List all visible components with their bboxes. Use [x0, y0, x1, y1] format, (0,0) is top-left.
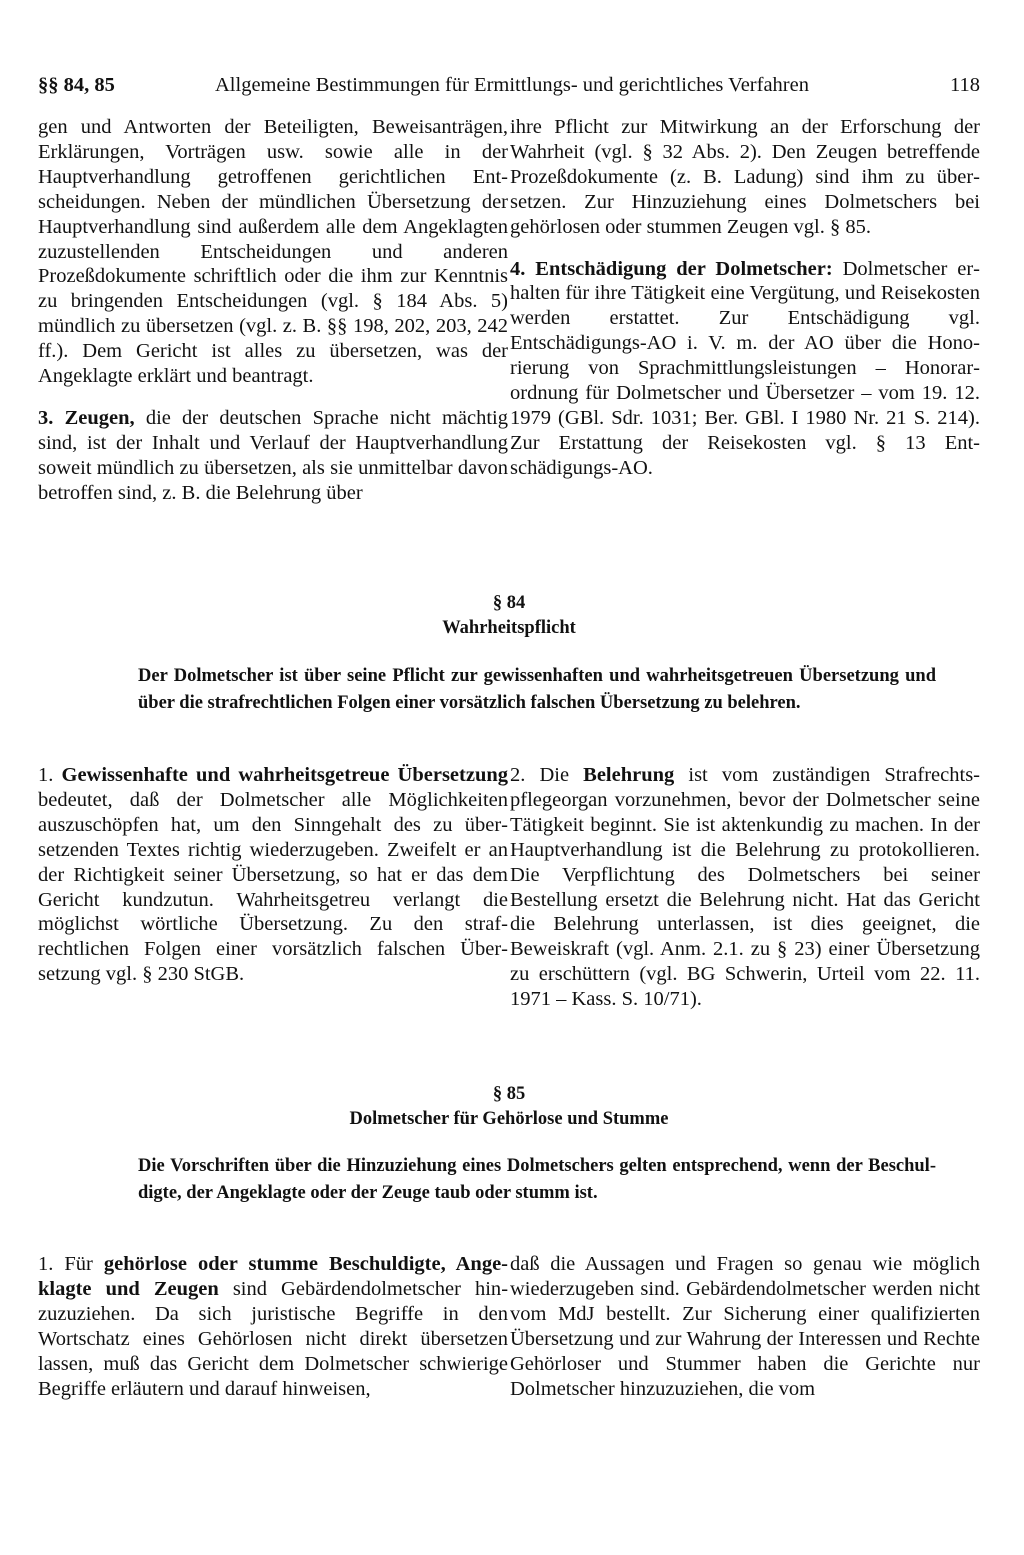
note-3-heading: Zeugen, — [64, 406, 135, 429]
header-title: Allgemeine Bestimmungen für Ermittlungs- und gerichtliches Verfahren — [215, 74, 809, 96]
s84-note-2 — [510, 763, 980, 1012]
section-84-title: Wahrheitspflicht — [442, 618, 576, 638]
section-84-right-column — [510, 763, 980, 1012]
section-85-commentary — [38, 1252, 980, 1401]
section-85-number: § 85 — [492, 1084, 526, 1104]
s85-note-1 — [38, 1252, 508, 1401]
note-4-text: Dolmetscher erhalten für ihre Tätigkeit eine Vergütung, und Reisekosten werden erstattet. Zur Entschädigung vgl. Entschädigungs-AO i. V. m. der AO über die Honorierung von Sprachmittlungsleistungen – Honorarordnung für Dolmetscher und Übersetzer – vom 19. 12. 1979 (GBl. Sdr. 1031; Ber. GBl. I 1980 Nr. 21 S. 214). Zur Erstattung der Reisekosten vgl. § 13 Entschädigungs-AO. — [510, 257, 980, 479]
section-84-left-column — [38, 763, 508, 1012]
note-4-number: 4. — [510, 257, 526, 280]
s85-note-1-text: sind Gebärdendolmetscher hinzuzuziehen. Da sich juristische Begriffe in den Wortschatz eines Gehörlosen nicht direkt übersetzen lassen, muß das Gericht dem Dolmetscher schwierige Begriffe erläutern und darauf hinweisen, — [38, 1277, 509, 1400]
s84-note-1-heading: Gewissenhafte und wahrheitsgetreue Übersetzung — [61, 764, 508, 786]
intro-columns — [38, 115, 980, 506]
running-header — [38, 68, 980, 102]
note-3-text: die der deutschen Sprache nicht mächtig sind, ist der Inhalt und Verlauf der Hauptverhandlung soweit mündlich zu übersetzen, als sie unmittelbar davon betroffen sind, z. B. die Belehrung über — [38, 406, 508, 504]
s84-note-2-heading: Belehrung — [583, 764, 675, 786]
s84-note-1-text: bedeutet, daß der Dolmetscher alle Möglichkeiten auszuschöpfen hat, um den Sinngehalt des zu übersetzenden Textes richtig wiederzugeben. Zweifelt er an der Richtigkeit seiner Übersetzung, so hat er das dem Gericht kundzutun. Wahrheitsgetreu verlangt die möglichst wörtliche Übersetzung. Zu den strafrechtlichen Folgen einer vorsätzlich falschen Übersetzung vgl. § 230 StGB. — [38, 788, 508, 986]
note-4-heading: Entschädigung der Dolmetscher: — [535, 257, 833, 280]
s84-note-2-text: ist vom zuständigen Strafrechtspflegeorgan vorzunehmen, bevor der Dolmetscher seine Tätigkeit beginnt. Sie ist aktenkundig zu machen. In der Hauptverhandlung ist die Belehrung zu protokollieren. Die Verpflichtung des Dolmetschers bei seiner Bestellung ersetzt die Belehrung nicht. Hat das Gericht die Belehrung unterlassen, ist dies geeignet, die Beweiskraft (vgl. Anm. 2.1. zu § 23) einer Übersetzung zu erschüttern (vgl. BG Schwerin, Urteil vom 22. 11. 1971 – Kass. S. 10/71). — [510, 764, 980, 1011]
intro-left-column — [38, 115, 508, 506]
section-85-left-column — [38, 1252, 508, 1401]
s84-note-1-number: 1. — [38, 764, 54, 786]
section-84-norm-text: Der Dolmetscher ist über seine Pflicht zur gewissenhaften und wahrheitsgetreuen Übersetzung und über die strafrechtlichen Folgen einer vorsätzlich falschen Übersetzung zu belehren. — [138, 666, 936, 713]
page-number: 118 — [950, 74, 980, 96]
section-84-commentary — [38, 763, 980, 1012]
intro-right-paragraph: ihre Pflicht zur Mitwirkung an der Erforschung der Wahrheit (vgl. § 32 Abs. 2). Den Zeugen betreffende Prozeßdokumente (z. B. Ladung) sind ihm zu übersetzen. Zur Hinzuziehung eines Dolmetschers bei gehörlosen oder stummen Zeugen vgl. § 85. — [510, 116, 980, 238]
note-3-paragraph — [38, 406, 508, 506]
s85-continuation: daß die Aussagen und Fragen so genau wie möglich wiederzugeben sind. Gebärdendolmetscher werden nicht vom MdJ bestellt. Zur Sicherung einer qualifizierten Übersetzung und zur Wahrung der Interessen und Rechte Gehörloser und Stummer haben die Gerichte nur Dolmetscher hinzuzuziehen, die vom — [510, 1253, 980, 1400]
s85-note-1-number: 1. Für — [38, 1253, 93, 1275]
note-4-paragraph — [510, 257, 980, 481]
s85-note-1-heading: gehörlose oder stumme Beschuldigte, Angeklagte und Zeugen — [38, 1253, 508, 1300]
note-3-number: 3. — [38, 406, 54, 429]
section-84-number: § 84 — [492, 593, 526, 613]
s84-note-2-number: 2. Die — [510, 764, 570, 786]
intro-paragraph: gen und Antworten der Beteiligten, Beweisanträgen, Erklärungen, Vorträgen usw. sowie alle in der Hauptverhandlung getroffenen gerichtlichen Entscheidungen. Neben der mündlichen Übersetzung der Hauptverhandlung sind außerdem alle dem Angeklagten zuzustellenden Entscheidungen und anderen Prozeßdokumente schriftlich oder die ihm zur Kenntnis zu bringenden Entscheidungen (vgl. § 184 Abs. 5) mündlich zu übersetzen (vgl. z. B. §§ 198, 202, 203, 242 ff.). Dem Gericht ist alles zu übersetzen, was der Angeklagte erklärt und beantragt. — [38, 116, 508, 388]
intro-right-column — [510, 115, 980, 506]
s84-note-1 — [38, 763, 508, 987]
section-85-title: Dolmetscher für Gehörlose und Stumme — [349, 1109, 669, 1129]
section-85-right-column — [510, 1252, 980, 1401]
section-85-norm-text: Die Vorschriften über die Hinzuziehung eines Dolmetschers gelten entsprechend, wenn der Beschuldigte, der Angeklagte oder der Zeuge taub oder stumm ist. — [138, 1156, 936, 1203]
header-section-ref: §§ 84, 85 — [38, 74, 115, 96]
